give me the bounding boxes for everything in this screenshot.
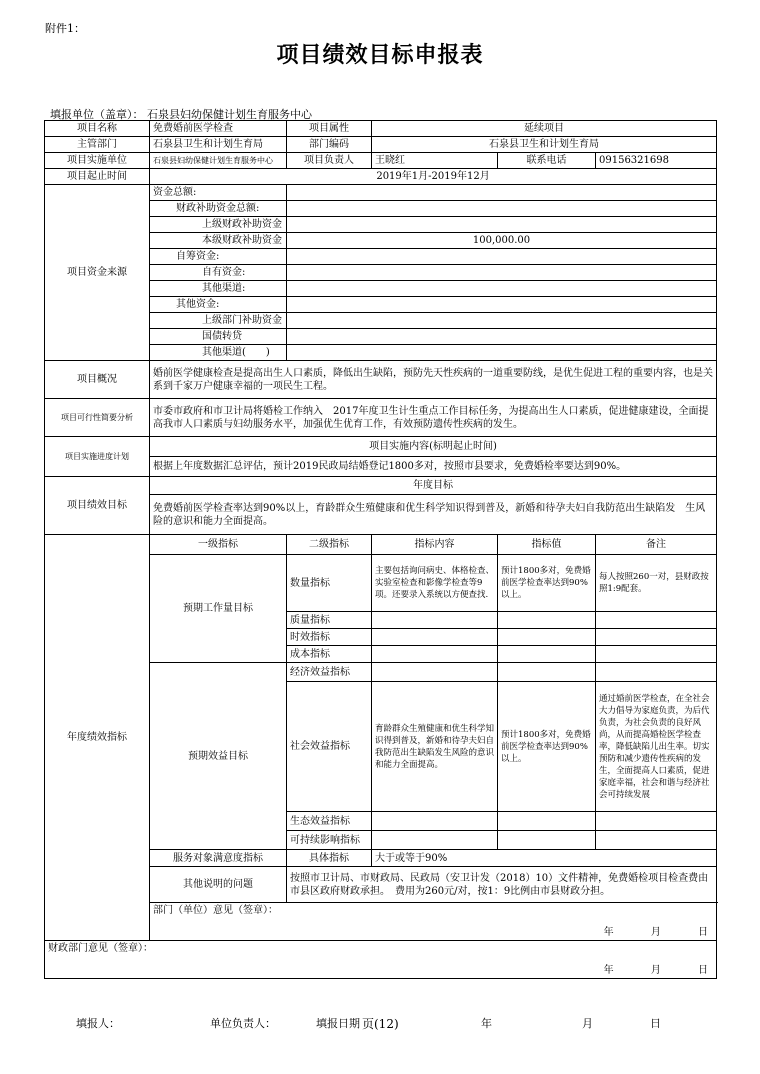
dept-value: 石泉县卫生和计划生育局 bbox=[150, 137, 287, 153]
footer-filler: 填报人： bbox=[76, 1017, 120, 1030]
indicator-header: 备注 bbox=[596, 535, 717, 555]
overview-text: 婚前医学健康检查是提高出生人口素质，降低出生缺陷，预防先天性疾病的一道重要防线，是优生促进工程的重要内容，也是关系到千家万户健康幸福的一项民生工程。 bbox=[150, 361, 717, 399]
day-label: 日 bbox=[698, 927, 709, 938]
indicator-header: 一级指标 bbox=[150, 535, 287, 555]
output-target-label: 预期工作量目标 bbox=[150, 555, 287, 663]
filler-unit-value: 石泉县妇幼保健计划生育服务中心 bbox=[147, 108, 312, 121]
period-value: 2019年1月-2019年12月 bbox=[150, 169, 717, 185]
period-label: 项目起止时间 bbox=[45, 169, 150, 185]
project-name-label: 项目名称 bbox=[45, 121, 150, 137]
funding-row-value bbox=[287, 313, 717, 329]
impl-value: 石泉县妇幼保健计划生育服务中心 bbox=[150, 153, 287, 169]
attachment-label: 附件1： bbox=[45, 22, 85, 35]
satisfaction-label: 服务对象满意度指标 bbox=[150, 850, 287, 867]
dept-code-label: 部门编码 bbox=[287, 137, 372, 153]
economic-label: 经济效益指标 bbox=[287, 663, 372, 682]
dept-opinion-date bbox=[150, 926, 716, 939]
attribute-label: 项目属性 bbox=[287, 121, 372, 137]
funding-row-value bbox=[287, 297, 717, 313]
funding-row-value bbox=[287, 217, 717, 233]
finance-opinion bbox=[45, 941, 717, 979]
finance-opinion-date bbox=[45, 964, 716, 977]
dept-label: 主管部门 bbox=[45, 137, 150, 153]
social-note: 通过婚前医学检查，在全社会大力倡导为家庭负责，为后代负责，为社会负责的良好风尚，从而提高婚检医学检查率，降低缺陷儿出生率。切实预防和减少遗传性疾病的发生，全面提高人口素质，促进家庭幸福，社会和谐与经济社会可持续发展 bbox=[596, 682, 717, 812]
quantity-note: 每人按照260一对，县财政按照1:9配套。 bbox=[596, 555, 717, 612]
social-value: 预计1800多对，免费婚前医学检查率达到90%以上。 bbox=[498, 682, 596, 812]
footer-date: 填报日期 bbox=[316, 1017, 360, 1030]
leader-label: 项目负责人 bbox=[287, 153, 372, 169]
funding-row-value: 100,000.00 bbox=[287, 233, 717, 249]
indicators-label: 年度绩效指标 bbox=[45, 535, 150, 941]
footer-page: 页(12) bbox=[362, 1017, 399, 1031]
year-label: 年 bbox=[603, 965, 614, 976]
dept-opinion bbox=[150, 903, 717, 941]
quality-label: 质量指标 bbox=[287, 612, 372, 629]
funding-row-label: 本级财政补助资金 bbox=[150, 233, 287, 249]
quantity-value: 预计1800多对，免费婚前医学检查率达到90%以上。 bbox=[498, 555, 596, 612]
overview-label: 项目概况 bbox=[45, 361, 150, 399]
funding-row-label: 其他渠道( ) bbox=[150, 345, 287, 361]
footer-leader: 单位负责人： bbox=[210, 1017, 276, 1030]
funding-label: 项目资金来源 bbox=[45, 185, 150, 361]
sustain-label: 可持续影响指标 bbox=[287, 831, 372, 850]
funding-row-value bbox=[287, 329, 717, 345]
other-text: 按照市卫计局、市财政局、民政局（安卫计发（2018）10）文件精神，免费婚检项目检查费由市县区政府财政承担。 费用为260元/对，按1：9比例由市县财政分担。 bbox=[287, 867, 717, 903]
indicator-header: 指标内容 bbox=[372, 535, 498, 555]
phone-label: 联系电话 bbox=[498, 153, 596, 169]
satisfaction-sub: 具体指标 bbox=[287, 850, 372, 867]
month-label: 月 bbox=[650, 965, 661, 976]
funding-row-value bbox=[287, 265, 717, 281]
day-label: 日 bbox=[698, 965, 709, 976]
footer-month: 月 bbox=[582, 1017, 593, 1030]
finance-opinion-label: 财政部门意见（签章）： bbox=[48, 943, 153, 954]
funding-row-value bbox=[287, 281, 717, 297]
feasibility-label: 项目可行性简要分析 bbox=[45, 399, 150, 437]
funding-row-label: 资金总额: bbox=[150, 185, 287, 201]
social-label: 社会效益指标 bbox=[287, 682, 372, 812]
funding-row-value bbox=[287, 249, 717, 265]
schedule-header: 项目实施内容(标明起止时间) bbox=[150, 437, 717, 457]
leader-value: 王晓红 bbox=[372, 153, 498, 169]
performance-text: 免费婚前医学检查率达到90%以上，育龄群众生殖健康和优生科学知识得到普及，新婚和待孕夫妇自我防范出生缺陷发 生风险的意识和能力全面提高。 bbox=[150, 495, 717, 535]
dept-code-value: 石泉县卫生和计划生育局 bbox=[372, 137, 717, 153]
impl-label: 项目实施单位 bbox=[45, 153, 150, 169]
page-title: 项目绩效目标申报表 bbox=[276, 42, 484, 68]
feasibility-text: 市委市政府和市卫计局将婚检工作纳入 2017年度卫生计生重点工作目标任务，为提高出生人口素质，促进健康建设，全面提高我市人口素质与妇幼服务水平，加强优生优育工作，有效预防遗传性疾病的发生。 bbox=[150, 399, 717, 437]
footer-year: 年 bbox=[481, 1017, 492, 1030]
attribute-value: 延续项目 bbox=[372, 121, 717, 137]
funding-row-label: 其他资金: bbox=[150, 297, 287, 313]
schedule-text: 根据上年度数据汇总评估，预计2019民政局结婚登记1800多对，按照市县要求，免费婚检率要达到90%。 bbox=[150, 457, 717, 477]
funding-row-value bbox=[287, 201, 717, 217]
project-name: 免费婚前医学检查 bbox=[150, 121, 287, 137]
social-content: 育龄群众生殖健康和优生科学知识得到普及，新婚和待孕夫妇自我防范出生缺陷发生风险的意识和能力全面提高。 bbox=[372, 682, 498, 812]
quantity-label: 数量指标 bbox=[287, 555, 372, 612]
performance-header: 年度目标 bbox=[150, 477, 717, 495]
performance-form-table bbox=[44, 120, 717, 979]
footer-day: 日 bbox=[650, 1017, 661, 1030]
performance-label: 项目绩效目标 bbox=[45, 477, 150, 535]
eco-label: 生态效益指标 bbox=[287, 812, 372, 831]
phone-value: 09156321698 bbox=[596, 153, 717, 169]
funding-row-label: 自有资金: bbox=[150, 265, 287, 281]
funding-row-value bbox=[287, 185, 717, 201]
cost-label: 成本指标 bbox=[287, 646, 372, 663]
other-label: 其他说明的问题 bbox=[150, 867, 287, 903]
funding-row-value bbox=[287, 345, 717, 361]
schedule-label: 项目实施进度计划 bbox=[45, 437, 150, 477]
filler-unit-label: 填报单位（盖章）： bbox=[50, 108, 144, 121]
effect-target-label: 预期效益目标 bbox=[150, 663, 287, 850]
year-label: 年 bbox=[603, 927, 614, 938]
indicator-header: 二级指标 bbox=[287, 535, 372, 555]
dept-opinion-label: 部门（单位）意见（签章）： bbox=[153, 905, 278, 916]
satisfaction-value: 大于或等于90% bbox=[372, 850, 717, 867]
funding-row-label: 国债转贷 bbox=[150, 329, 287, 345]
time-label: 时效指标 bbox=[287, 629, 372, 646]
month-label: 月 bbox=[650, 927, 661, 938]
funding-row-label: 财政补助资金总额: bbox=[150, 201, 287, 217]
quantity-content: 主要包括询问病史、体格检查、实验室检查和影像学检查等9项。还要录入系统以方便查找. bbox=[372, 555, 498, 612]
indicator-header: 指标值 bbox=[498, 535, 596, 555]
funding-row-label: 其他渠道: bbox=[150, 281, 287, 297]
funding-row-label: 上级部门补助资金 bbox=[150, 313, 287, 329]
funding-row-label: 自筹资金: bbox=[150, 249, 287, 265]
funding-row-label: 上级财政补助资金 bbox=[150, 217, 287, 233]
